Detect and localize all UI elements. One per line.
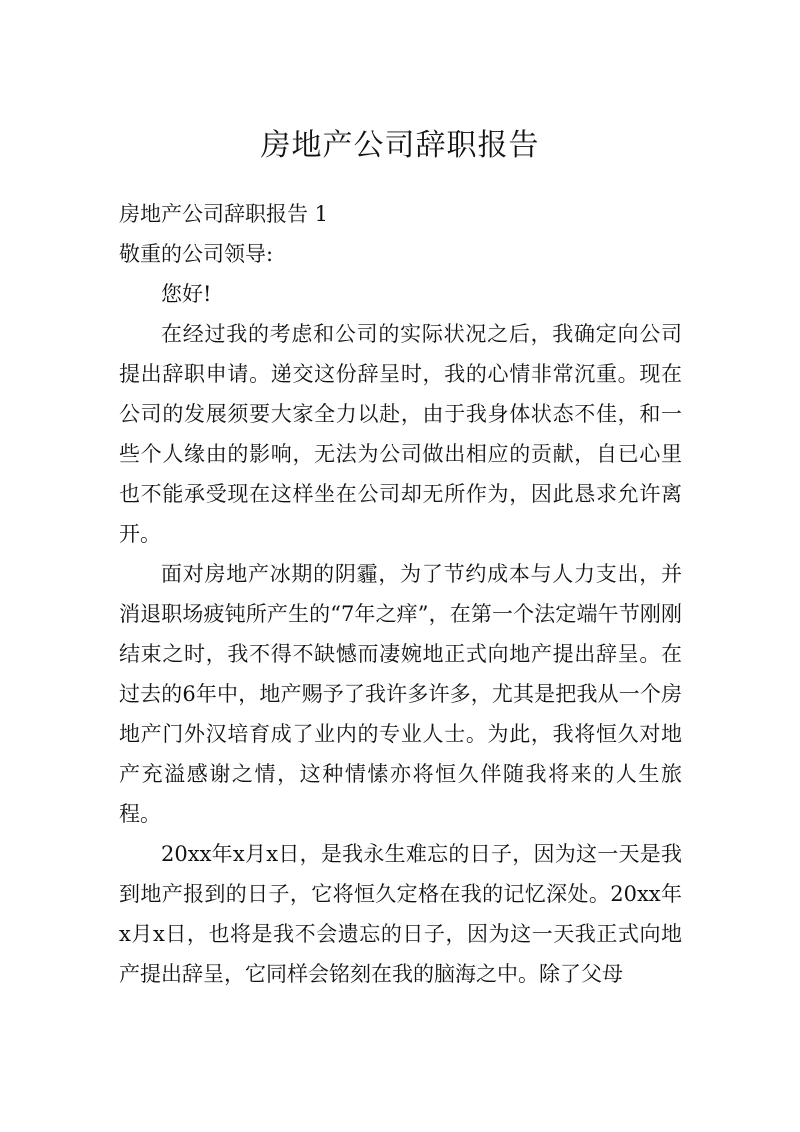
section-heading: 房地产公司辞职报告 1 — [119, 202, 329, 226]
document-body — [119, 194, 682, 994]
paragraph-2: 面对房地产冰期的阴霾，为了节约成本与人力支出，并消退职场疲钝所产生的“7年之痒”，在第一个法定端午节刚刚结束之时，我不得不缺憾而凄婉地正式向地产提出辞呈。在过去的6年中，地产赐予了我许多许多，尤其是把我从一个房地产门外汉培育成了业内的专业人士。为此，我将恒久对地产充溢感谢之情，这种情愫亦将恒久伴随我将来的人生旅程。 — [119, 562, 682, 826]
paragraph-1: 在经过我的考虑和公司的实际状况之后，我确定向公司提出辞职申请。递交这份辞呈时，我的心情非常沉重。现在公司的发展须要大家全力以赴，由于我身体状态不佳，和一些个人缘由的影响，无法为公司做出相应的贡献，自已心里也不能承受现在这样坐在公司却无所作为，因此恳求允许离开。 — [119, 322, 682, 546]
document-title: 房地产公司辞职报告 — [260, 128, 540, 163]
greeting: 您好! — [161, 282, 212, 306]
salutation: 敬重的公司领导: — [119, 242, 274, 266]
paragraph-3: 20xx年x月x日，是我永生难忘的日子，因为这一天是我到地产报到的日子，它将恒久定格在我的记忆深处。20xx年x月x日，也将是我不会遗忘的日子，因为这一天我正式向地产提出辞呈，它同样会铭刻在我的脑海之中。除了父母 — [119, 842, 682, 986]
